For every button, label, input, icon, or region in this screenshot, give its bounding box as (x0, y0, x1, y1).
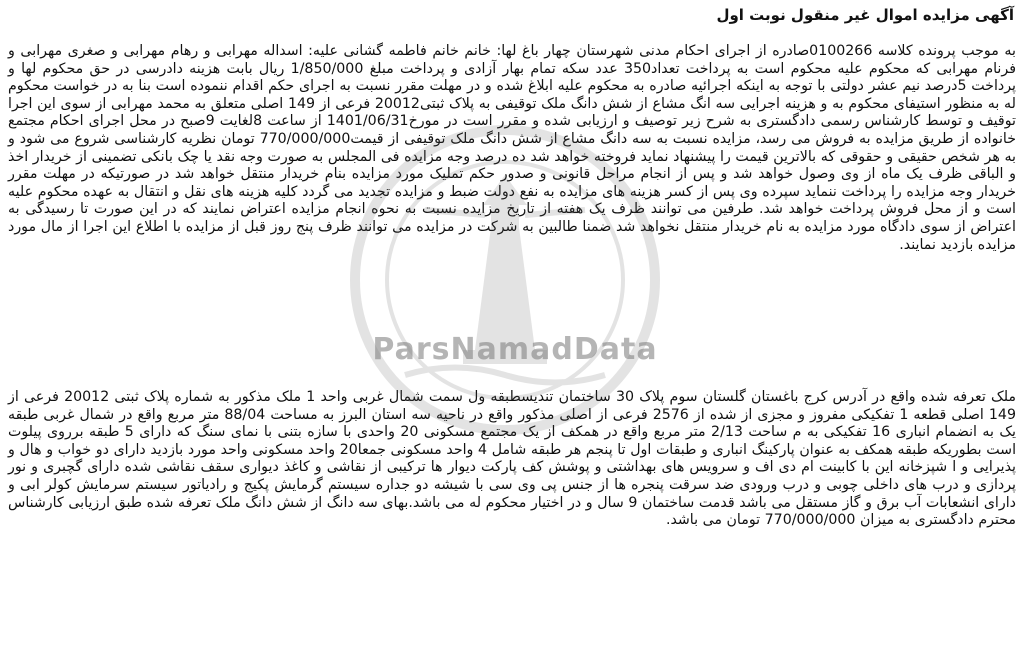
notice-title: آگهی مزایده اموال غیر منقول نوبت اول (716, 6, 1014, 24)
notice-paragraph-1: به موجب پرونده کلاسه 0100266صادره از اجرای احکام مدنی شهرستان چهار باغ لها: خانم خانم فاطمه گشانی علیه: اسداله مهرابی و رهام مهرابی و صغری مهرابی و فرنام مهرابی که محکوم علیه محکوم است به پرداخت تعداد350 عدد سکه تمام بهار آزادی و پرداخت مبلغ 1/850/000 ریال بابت هزینه دادرسی در حق محکوم لها و پرداخت 5درصد نیم عشر دولتی با توجه به اینکه اجرائیه صادره به محکوم علیه ابلاغ شده و در مهلت مقرر نسبت به اجرای حکم اقدام ننموده است بنا به در خواست محکوم له به منظور استیفای محکوم به و هزینه اجرایی سه انگ مشاع از شش دانگ ملک توقیفی به پلاک ثبتی20012 فرعی از 149 اصلی متعلق به محمد مهرابی از سوی این اجرا توقیف و توسط کارشناس رسمی دادگستری به شرح زیر توصیف و ارزیابی شده و مقرر است در مورخ1401/06/31 از ساعت 8لغایت 9صبح در محل اجرای احکام مجتمع خانواده از طریق مزایده به فروش می رسد، مزایده نسبت به سه دانگ مشاع از شش دانگ ملک توقیفی از قیمت770/000/000 تومان نظریه کارشناسی شروع می شود و به هر شخص حقیقی و حقوقی که بالاترین قیمت را پیشنهاد نماید فروخته خواهد شد ده درصد وجه مزایده فی المجلس به صورت وجه نقد یا چک بانکی تضمینی از خریدار اخذ و الباقی ظرف یک ماه از وی وصول خواهد شد و پس از انجام مراحل قانونی و صدور حکم تملیک مورد مزایده بنام خریدار منتقل خواهد شد در صورتیکه در مهلت مقرر خریدار وجه مزایده را پرداخت ننماید سپرده وی پس از کسر هزینه های مزایده به نفع دولت ضبط و مزایده تجدید می گردد کلیه هزینه های نقل و انتقال به عهده محکوم علیه است و از محل فروش پرداخت خواهد شد. طرفین می توانند ظرف یک هفته از تاریخ مزایده نسبت به نحوه انجام مزایده اعتراض نمایند که در این صورت تا رسیدگی به اعتراض از سوی دادگاه مورد مزایده به نام خریدار منتقل نخواهد شد ضمنا طالبین به شرکت در مزایده می توانند ظرف پنج روز قبل از مزایده با اطلاع این اجرا از مال مورد مزایده بازدید نمایند. (8, 43, 1016, 253)
watermark-text: ParsNamadData (372, 332, 658, 367)
property-description-paragraph: ملک تعرفه شده واقع در آدرس کرج باغستان گلستان سوم پلاک 30 ساختمان تندیسطبقه ول سمت شمال غربی واحد 1 ملک مذکور به شماره پلاک ثبتی 20012 فرعی از 149 اصلی قطعه 1 تفکیکی مفروز و مجزی از شده از 2576 فرعی از اصلی مذکور واقع در ناحیه سه استان البرز به مساحت 88/04 متر مربع واقع در شمال غربی طبقه یک به انضمام انباری 16 تفکیکی به م ساحت 2/13 متر مربع واقع در همکف از یک مجتمع مسکونی 20 واحدی با سازه بتنی با نمای سنگ که دارای 5 طبقه برروی پیلوت است بطوریکه طبقه همکف به عنوان پارکینگ انباری و طبقات اول تا پنجم هر طبقه شامل 4 واحد مسکونی جمعا20 واحد مسکونی واحد مورد بازدید دارای دو خواب و هال و پذیرایی و ا شپزخانه این با کابینت ام دی اف و سرویس های بهداشتی و پوشش کف پارکت دیوار ها ترکیبی از نقاشی و کاغذ دیواری سقف نقاشی شده دارای گچبری و نور پردازی و درب های داخلی چوبی و درب ورودی ضد سرقت پنجره ها از جنس پی وی سی با شیشه دو جداره سیستم گرمایش پکیج و رادیاتور سیستم سرمایش کولر ابی و دارای انشعابات آب برق و گاز مستقل می باشد قدمت ساختمان 9 سال و در اختیار محکوم له می باشد.بهای سه دانگ از شش دانگ ملک تعرفه شده طبق ارزیابی کارشناس محترم دادگستری به میزان 770/000/000 تومان می باشد. (8, 389, 1017, 529)
